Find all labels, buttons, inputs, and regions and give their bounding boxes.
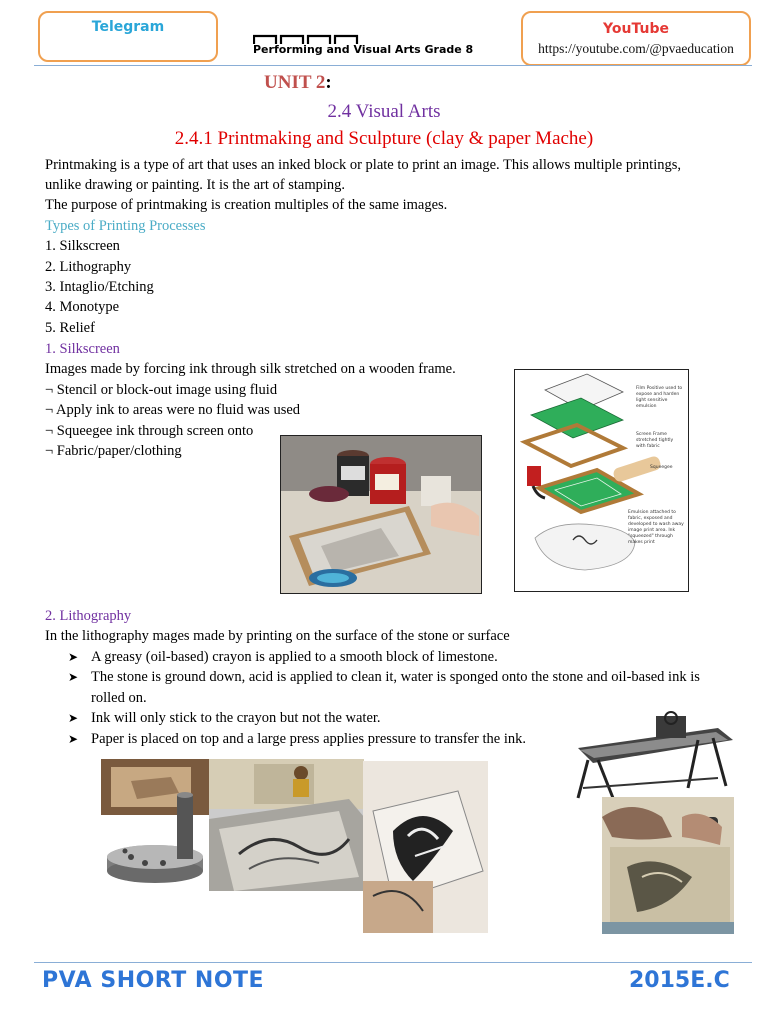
silkscreen-point: ¬ Squeegee ink through screen onto <box>45 423 254 439</box>
litho-print-photo <box>363 761 488 933</box>
lithography-heading: 2. Lithography <box>45 608 132 624</box>
subsection-title: 2.4.1 Printmaking and Sculpture (clay & paper Mache) <box>174 128 594 149</box>
silkscreen-point: ¬ Apply ink to areas were no fluid was used <box>45 402 301 418</box>
arrow-bullet-icon: ➤ <box>68 711 79 725</box>
diagram-label-squeegee: Squeegee <box>650 465 673 470</box>
arrow-bullet-icon: ➤ <box>68 670 79 684</box>
lithography-bullet: ➤ Ink will only stick to the crayon but not the water. <box>68 708 728 729</box>
unit-title <box>264 72 332 94</box>
silkscreen-description: Images made by forcing ink through silk stretched on a wooden frame. <box>45 361 456 377</box>
unit-colon: : <box>325 72 332 93</box>
intro-line-1: Printmaking is a type of art that uses an inked block or plate to print an image. This allows multiple printings, <box>45 157 682 173</box>
lithography-bullet: ➤ The stone is ground down, acid is applied to clean it, water is sponged onto the stone and oil-based ink is rolled on. <box>68 669 700 706</box>
type-item: 5. Relief <box>45 320 95 336</box>
header-divider <box>34 65 752 66</box>
arrow-bullet-icon: ➤ <box>68 650 79 664</box>
arrow-bullet-icon: ➤ <box>68 732 79 746</box>
telegram-box[interactable] <box>38 11 218 62</box>
intro-line-3: The purpose of printmaking is creation multiples of the same images. <box>45 197 448 213</box>
litho-stone-photo <box>101 759 209 889</box>
printing-press-photo <box>568 708 735 803</box>
telegram-label[interactable]: Telegram <box>91 19 165 35</box>
footer-divider <box>34 962 752 963</box>
type-item: 3. Intaglio/Etching <box>45 279 154 295</box>
youtube-box[interactable] <box>521 11 751 66</box>
litho-inking-photo <box>602 797 734 934</box>
lithography-bullet: ➤ Paper is placed on top and a large press applies pressure to transfer the ink. <box>68 729 548 750</box>
silkscreen-photo <box>280 435 482 594</box>
diagram-label-emulsion: Emulsion attached to fabric, exposed and developed to wash away image print area. Ink "squeezed" through makes print <box>628 510 684 545</box>
diagram-label-frame: Screen Frame stretched tightly with fabric <box>636 432 674 449</box>
types-heading: Types of Printing Processes <box>45 218 206 234</box>
diagram-label-film: Film Positive used to expose and harden light sensitive emulsion <box>636 386 683 409</box>
youtube-url[interactable]: https://youtube.com/@pvaeducation <box>538 41 734 56</box>
type-item: 1. Silkscreen <box>45 238 120 254</box>
unit-label: UNIT 2 <box>264 72 326 93</box>
type-item: 2. Lithography <box>45 259 132 275</box>
youtube-label[interactable]: YouTube <box>603 21 669 37</box>
document-header-title: Performing and Visual Arts Grade 8 <box>253 43 474 56</box>
silkscreen-heading: 1. Silkscreen <box>45 341 120 357</box>
silkscreen-point: ¬ Fabric/paper/clothing <box>45 443 182 459</box>
type-item: 4. Monotype <box>45 299 120 315</box>
litho-studio-photo <box>209 759 364 891</box>
lithography-bullet: ➤ A greasy (oil-based) crayon is applied to a smooth block of limestone. <box>68 647 728 668</box>
silkscreen-point: ¬ Stencil or block-out image using fluid <box>45 382 278 398</box>
silkscreen-diagram <box>514 369 689 592</box>
intro-line-2: unlike drawing or painting. It is the art of stamping. <box>45 177 346 193</box>
lithography-description: In the lithography mages made by printing on the surface of the stone or surface <box>45 628 510 644</box>
footer-right-year: 2015E.C <box>629 968 730 993</box>
footer-left-title: PVA SHORT NOTE <box>42 968 265 993</box>
section-title: 2.4 Visual Arts <box>327 101 441 122</box>
